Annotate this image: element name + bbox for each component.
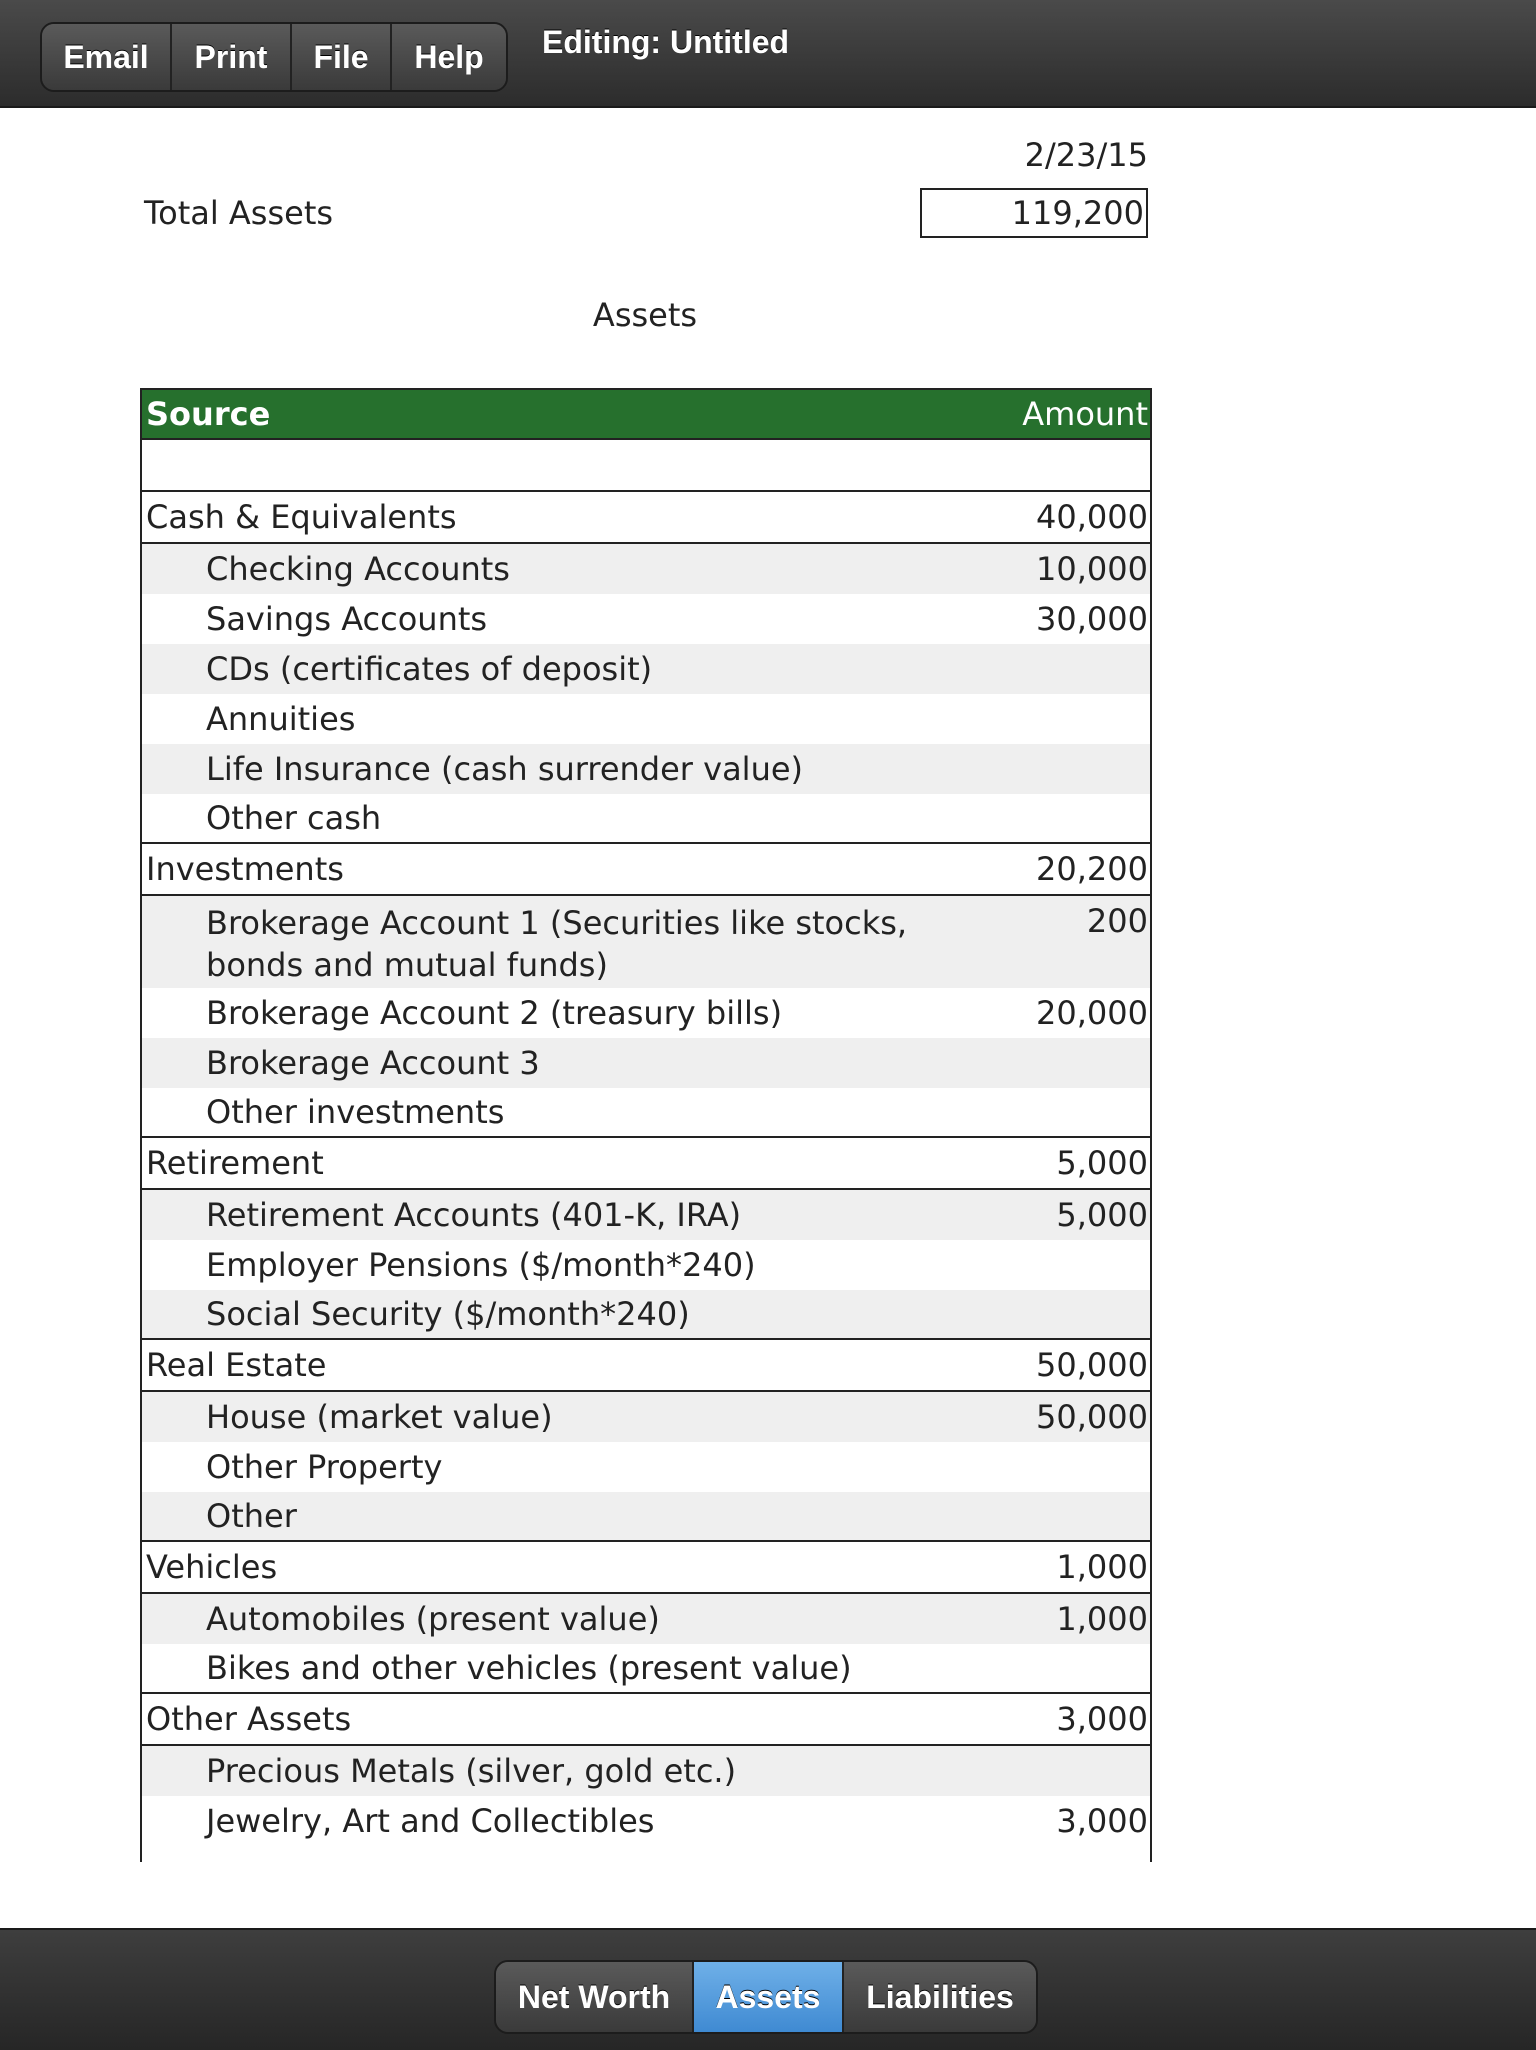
- table-body: [142, 492, 1150, 1846]
- table-row[interactable]: [142, 594, 1150, 644]
- total-assets-label: Total Assets: [144, 194, 334, 232]
- section-title: Assets: [592, 296, 698, 334]
- category-label: Cash & Equivalents: [146, 498, 457, 536]
- category-total: 40,000: [1036, 498, 1148, 536]
- help-button[interactable]: Help: [392, 24, 506, 90]
- row-label: Life Insurance (cash surrender value): [206, 750, 804, 788]
- table-row[interactable]: [142, 794, 1150, 844]
- row-label: House (market value): [206, 1398, 553, 1436]
- category-label: Retirement: [146, 1144, 324, 1182]
- category-total: 3,000: [1056, 1700, 1148, 1738]
- row-label: Other Property: [206, 1448, 443, 1486]
- row-label: CDs (certificates of deposit): [206, 650, 653, 688]
- view-tabs: [494, 1960, 1038, 2034]
- table-row[interactable]: [142, 1038, 1150, 1088]
- category-total: 5,000: [1056, 1144, 1148, 1182]
- row-amount[interactable]: 1,000: [1056, 1600, 1148, 1638]
- table-row[interactable]: [142, 1442, 1150, 1492]
- category-total: 1,000: [1056, 1548, 1148, 1586]
- row-amount[interactable]: 200: [1086, 902, 1148, 940]
- table-row[interactable]: [142, 544, 1150, 594]
- row-label: Bikes and other vehicles (present value): [206, 1649, 852, 1687]
- category-row: [142, 1340, 1150, 1392]
- category-label: Investments: [146, 850, 344, 888]
- row-label: Brokerage Account 2 (treasury bills): [206, 994, 783, 1032]
- category-row: [142, 492, 1150, 544]
- category-row: [142, 1138, 1150, 1190]
- row-label: Brokerage Account 1 (Securities like stocks, bonds and mutual funds): [206, 904, 908, 984]
- category-label: Other Assets: [146, 1700, 352, 1738]
- category-label: Vehicles: [146, 1548, 278, 1586]
- date-field[interactable]: 2/23/15: [1024, 136, 1148, 174]
- row-label: Social Security ($/month*240): [206, 1295, 690, 1333]
- table-row[interactable]: [142, 644, 1150, 694]
- table-row[interactable]: [142, 988, 1150, 1038]
- table-row[interactable]: [142, 1240, 1150, 1290]
- row-amount[interactable]: 50,000: [1036, 1398, 1148, 1436]
- source-column-header: Source: [146, 395, 271, 433]
- tab-net-worth[interactable]: Net Worth: [496, 1962, 694, 2032]
- table-row[interactable]: [142, 1644, 1150, 1694]
- row-label: Brokerage Account 3: [206, 1044, 540, 1082]
- blank-row[interactable]: [142, 440, 1150, 492]
- category-row: [142, 1542, 1150, 1594]
- table-row[interactable]: [142, 1290, 1150, 1340]
- document-title: Editing: Untitled: [542, 24, 790, 60]
- row-label: Employer Pensions ($/month*240): [206, 1246, 756, 1284]
- row-amount[interactable]: 10,000: [1036, 550, 1148, 588]
- row-amount[interactable]: 5,000: [1056, 1196, 1148, 1234]
- table-row[interactable]: [142, 1088, 1150, 1138]
- row-label: Other investments: [206, 1093, 505, 1131]
- tab-assets[interactable]: Assets: [694, 1962, 844, 2032]
- toolbar-button-group: [40, 22, 508, 92]
- row-amount[interactable]: 30,000: [1036, 600, 1148, 638]
- table-row[interactable]: [142, 896, 1150, 988]
- email-button[interactable]: Email: [42, 24, 172, 90]
- table-row[interactable]: [142, 694, 1150, 744]
- row-label: Automobiles (present value): [206, 1600, 660, 1638]
- tab-liabilities[interactable]: Liabilities: [844, 1962, 1036, 2032]
- file-button[interactable]: File: [292, 24, 392, 90]
- row-label: Annuities: [206, 700, 356, 738]
- row-label: Jewelry, Art and Collectibles: [206, 1802, 655, 1840]
- row-label: Precious Metals (silver, gold etc.): [206, 1752, 737, 1790]
- row-label: Other: [206, 1497, 297, 1535]
- row-amount[interactable]: 3,000: [1056, 1802, 1148, 1840]
- table-row[interactable]: [142, 744, 1150, 794]
- category-label: Real Estate: [146, 1346, 327, 1384]
- table-row[interactable]: [142, 1746, 1150, 1796]
- row-label: Retirement Accounts (401-K, IRA): [206, 1196, 742, 1234]
- row-label: Checking Accounts: [206, 550, 510, 588]
- assets-table: [140, 388, 1152, 1862]
- table-row[interactable]: [142, 1492, 1150, 1542]
- category-row: [142, 844, 1150, 896]
- table-row[interactable]: [142, 1796, 1150, 1846]
- table-row[interactable]: [142, 1594, 1150, 1644]
- amount-column-header: Amount: [1022, 395, 1148, 433]
- row-amount[interactable]: 20,000: [1036, 994, 1148, 1032]
- category-row: [142, 1694, 1150, 1746]
- table-row[interactable]: [142, 1190, 1150, 1240]
- table-header: [142, 390, 1150, 440]
- category-total: 50,000: [1036, 1346, 1148, 1384]
- category-total: 20,200: [1036, 850, 1148, 888]
- top-toolbar: [0, 0, 1536, 108]
- row-label: Other cash: [206, 799, 382, 837]
- total-assets-value: 119,200: [920, 188, 1148, 238]
- table-row[interactable]: [142, 1392, 1150, 1442]
- print-button[interactable]: Print: [172, 24, 292, 90]
- row-label: Savings Accounts: [206, 600, 488, 638]
- bottom-tab-bar: [0, 1928, 1536, 2050]
